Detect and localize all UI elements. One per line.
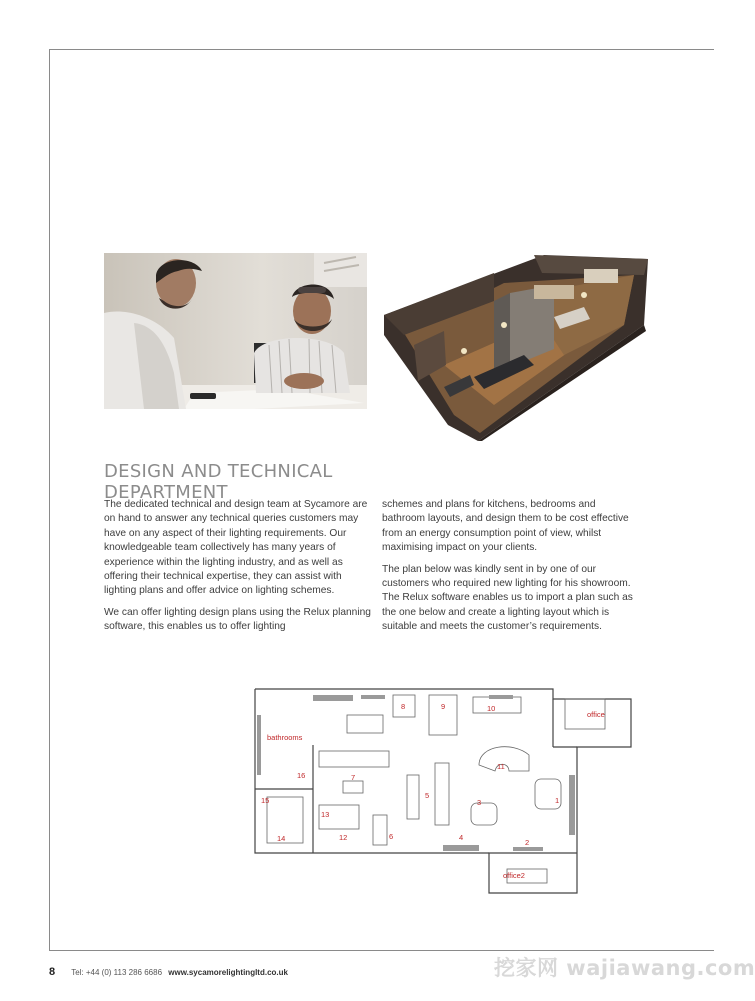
plan-number: 6 xyxy=(389,832,394,841)
plan-number: 12 xyxy=(339,833,348,842)
plan-number: 4 xyxy=(459,833,464,842)
body-paragraph: We can offer lighting design plans using the Relux planning software, this enables us to offer lighting xyxy=(104,606,371,633)
plan-label-bathrooms: bathrooms xyxy=(267,733,303,742)
body-paragraph: schemes and plans for kitchens, bedrooms and bathroom layouts, and design them to be cost effective from an energy consumption point of view, whilst maximising impact on your clients. xyxy=(382,499,629,554)
plan-number: 14 xyxy=(277,834,286,843)
plan-number: 9 xyxy=(441,702,446,711)
page-footer xyxy=(49,966,288,978)
plan-number: 11 xyxy=(497,762,505,771)
footer-phone: Tel: +44 (0) 113 286 6686 xyxy=(71,968,163,977)
page-frame-left-line xyxy=(49,49,50,951)
watermark: 挖家网 wajiawang.com xyxy=(494,956,755,980)
plan-number: 7 xyxy=(351,773,356,782)
plan-number: 3 xyxy=(477,798,482,807)
body-paragraph: The plan below was kindly sent in by one of our customers who required new lighting for his showroom. The Relux software enables us to import a plan such as the one below and create a lighting layout which is suitable and meets the customer’s requirements. xyxy=(382,563,633,633)
body-column-right xyxy=(382,498,640,642)
plan-label-office: office xyxy=(587,710,605,719)
plan-number: 10 xyxy=(487,704,496,713)
plan-number: 8 xyxy=(401,702,406,711)
footer-website-link[interactable]: www.sycamorelightingltd.co.uk xyxy=(168,968,288,977)
page-frame-top-line xyxy=(49,49,714,50)
3d-room-render xyxy=(384,255,650,441)
body-paragraph: The dedicated technical and design team at Sycamore are on hand to answer any technical queries customers may have on any aspect of their lighting requirements. Our knowledgeable team collectively has many years of experience within the lighting industry, and as well as offering their technical expertise, they can assist with lighting plans and offer advice on lighting schemes. xyxy=(104,499,368,597)
plan-number: 16 xyxy=(297,771,306,780)
plan-label-office2: office2 xyxy=(503,871,525,880)
plan-number: 5 xyxy=(425,791,430,800)
page-frame-bottom-line xyxy=(49,950,714,951)
showroom-floor-plan xyxy=(243,685,635,897)
body-column-left xyxy=(104,498,372,642)
section-title: DESIGN AND TECHNICAL DEPARTMENT xyxy=(104,461,333,504)
plan-number: 13 xyxy=(321,810,330,819)
plan-number: 15 xyxy=(261,796,270,805)
plan-number: 1 xyxy=(555,796,560,805)
team-meeting-photo xyxy=(104,253,367,409)
plan-number: 2 xyxy=(525,838,530,847)
page-number: 8 xyxy=(49,966,56,978)
